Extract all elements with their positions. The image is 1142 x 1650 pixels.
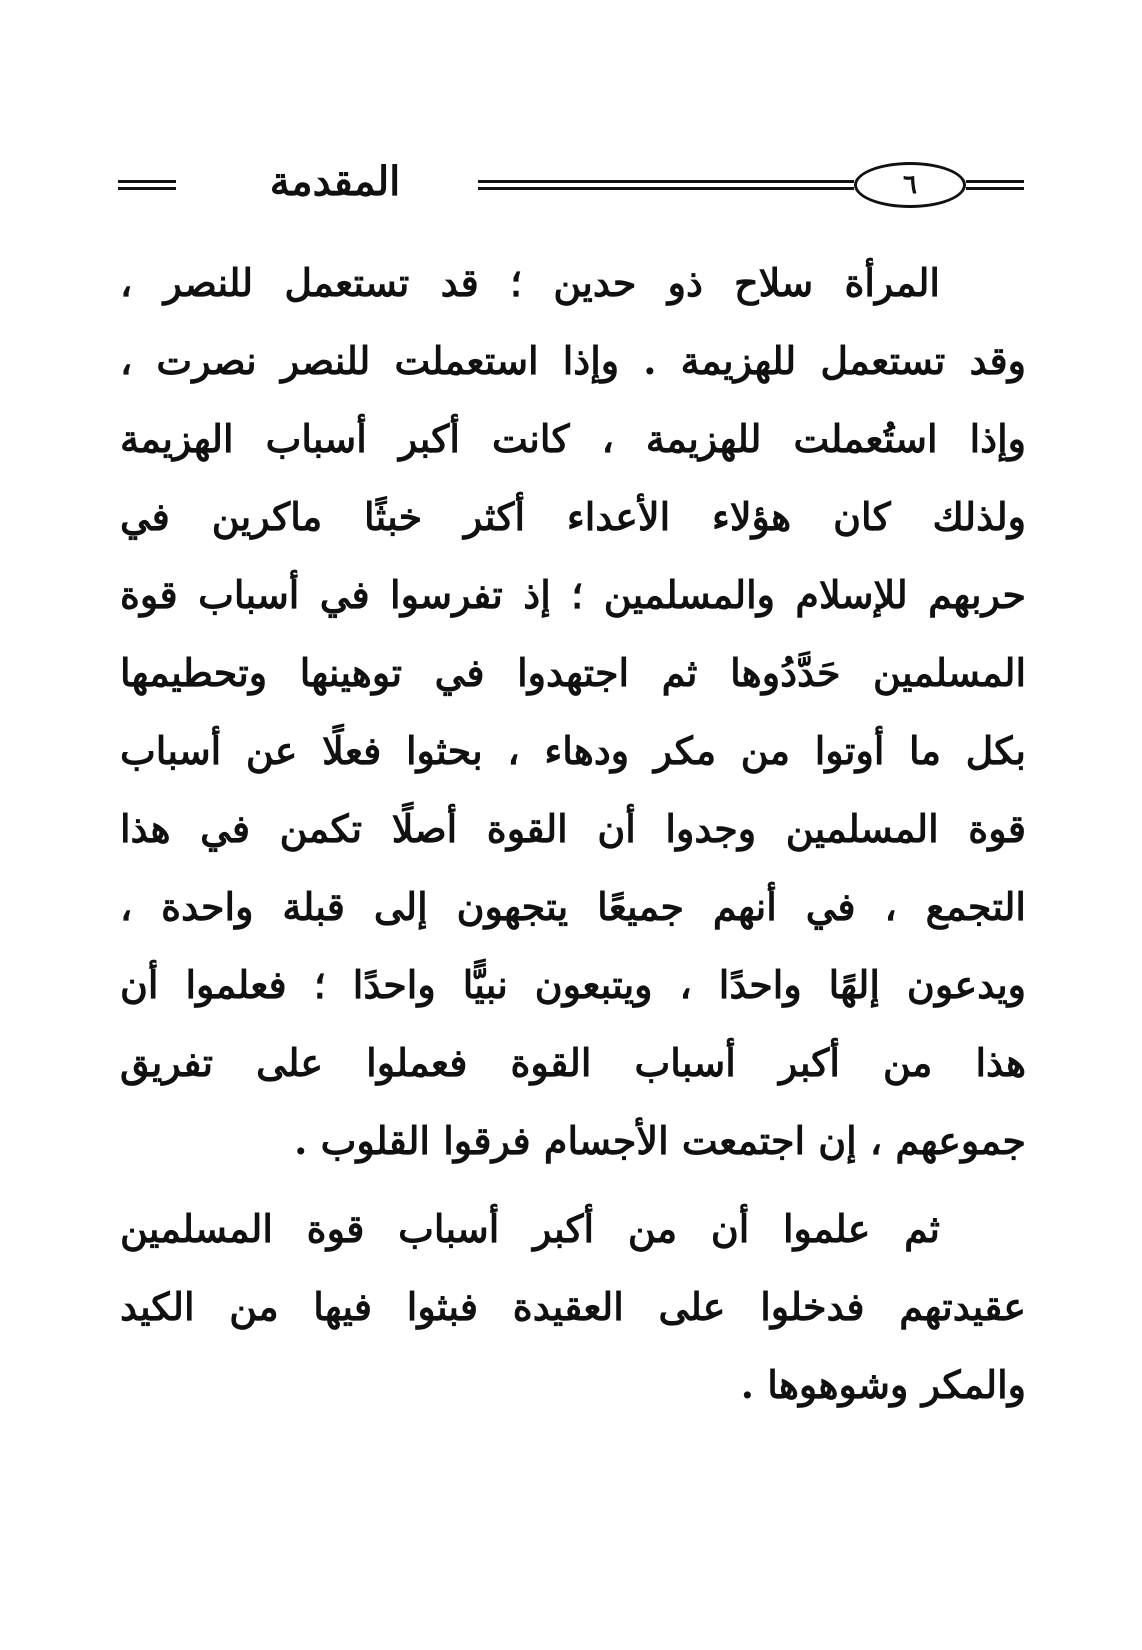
text-line: المسلمين حَدَّدُوها ثم اجتهدوا في توهينها وتحطيمها	[120, 650, 1026, 695]
text-line: بكل ما أوتوا من مكر ودهاء ، بحثوا فعلًا عن أسباب	[120, 728, 1026, 773]
text-line: ثم علموا أن من أكبر أسباب قوة المسلمين	[120, 1206, 940, 1251]
text-line: ولذلك كان هؤلاء الأعداء أكثر خبثًا ماكرين في	[120, 494, 1026, 539]
text-line: قوة المسلمين وجدوا أن القوة أصلًا تكمن في هذا	[120, 806, 1026, 851]
text-line: التجمع ، في أنهم جميعًا يتجهون إلى قبلة واحدة ،	[120, 884, 1026, 929]
text-line: جموعهم ، إن اجتمعت الأجسام فرقوا القلوب .	[294, 1118, 1026, 1163]
header-rule-middle	[478, 180, 854, 190]
paragraph-2	[120, 1190, 1026, 1424]
page-number-badge	[854, 162, 966, 208]
text-line: وقد تستعمل للهزيمة . وإذا استعملت للنصر نصرت ،	[120, 338, 1026, 383]
body-text	[120, 244, 1026, 1424]
header-rule-left	[118, 180, 176, 190]
paragraph-1	[120, 244, 1026, 1180]
text-line: وإذا استُعملت للهزيمة ، كانت أكبر أسباب الهزيمة	[120, 416, 1026, 461]
text-line: هذا من أكبر أسباب القوة فعملوا على تفريق	[120, 1040, 1026, 1085]
text-line: المرأة سلاح ذو حدين ؛ قد تستعمل للنصر ،	[120, 260, 940, 305]
text-line: والمكر وشوهوها .	[740, 1362, 1026, 1407]
text-line: حربهم للإسلام والمسلمين ؛ إذ تفرسوا في أسباب قوة	[120, 572, 1026, 617]
text-line: عقيدتهم فدخلوا على العقيدة فبثوا فيها من الكيد	[120, 1284, 1026, 1329]
chapter-title: المقدمة	[269, 158, 401, 205]
text-line: ويدعون إلهًا واحدًا ، ويتبعون نبيًّا واحدًا ؛ فعلموا أن	[120, 962, 1026, 1007]
header-rule-right	[966, 180, 1024, 190]
page-number: ٦	[903, 170, 917, 200]
running-header	[118, 150, 1024, 220]
